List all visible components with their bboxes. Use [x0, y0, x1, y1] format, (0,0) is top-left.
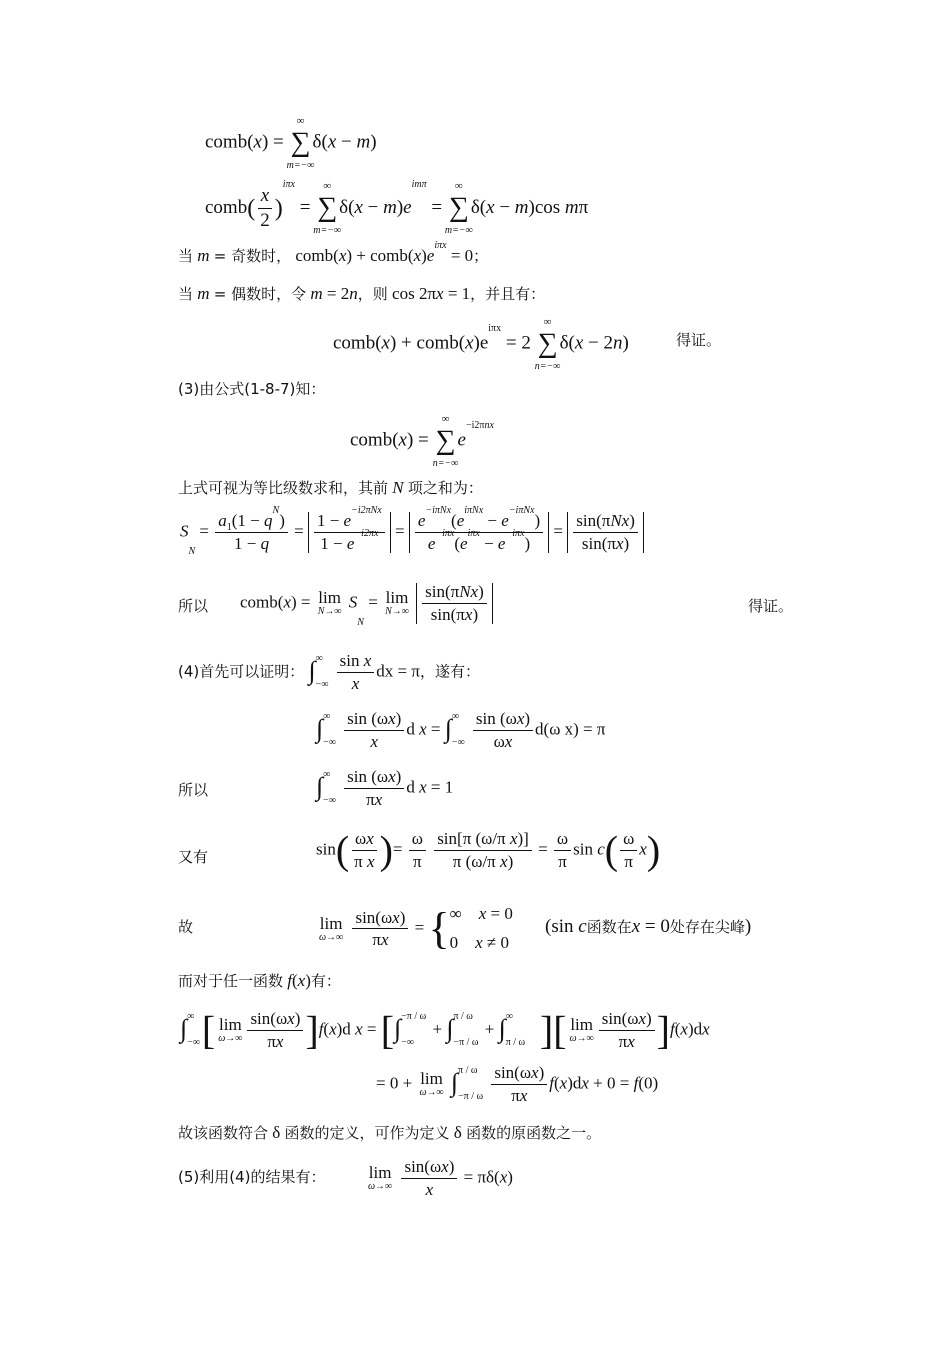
section-3-heading: (3)由公式(1-8-7)知：: [178, 380, 326, 398]
text-arbitrary: 而对于任一函数: [178, 972, 284, 990]
equation-sinc-relation: sin( $\frac{\omega x}{\text{π x}}$ )= $\frac{\omega}{\pi}$ $\frac{\text{sin[π (ω/π x)]}}{\text{π (ω/π x)}}$ = $\frac{\omega}{\pi}$ sin c( $\frac{\omega}{\pi}$ x): [316, 827, 661, 873]
text-hence: ，遂有：: [419, 662, 480, 681]
proof-mark-2: 得证。: [748, 597, 794, 615]
proof-mark-1: 得证。: [676, 331, 722, 349]
odd-case-line: 当 m = 奇数时， comb(x) + $comb(x)e^{i\pi x} = 0$；: [178, 240, 489, 265]
geometric-series-line: 上式可视为等比级数求和，其前 N 项之和为：: [178, 478, 483, 497]
label-therefore-2: 所以: [178, 781, 209, 799]
equation-partial-sum: $S_N$ = $\frac{a_1(1 - q^N)}{1 - q}$ = $\frac{1 - e^{-i2\pi Nx}}{1 - e^{-i2\pi x}}$ = $\frac{e^{-i\pi Nx}(e^{i\pi Nx} - e^{-i\pi Nx})}{e^{-i\pi x}(e^{i\pi x} - e^{-i\pi x})}$ = $\frac{\text{sin(πNx)}}{\sin(\pi x)}$: [180, 512, 644, 553]
equation-comb-exp: comb(x) = ∞ ∑ n=−∞ $e^{-i2\pi nx}$: [350, 413, 494, 469]
equation-integral-omega: ∫ ∞ −∞ $\frac{\sin (\omega x)}{x}$ d x = ∫ ∞ −∞ $\frac{\sin (\omega x)}{\omega x}$ d(ω x) = π: [316, 709, 606, 751]
equation-even-result: comb(x) + $comb(x)e^{i\pi x} = 2$ ∞ ∑ n=−∞ δ(x − 2n): [333, 316, 629, 372]
label-therefore-1: 所以: [178, 597, 209, 615]
equation-final-limit: lim ω→∞ $\frac{\sin(\omega x)}{x}$ = πδ(x): [368, 1157, 513, 1199]
text-peak: 处存在尖峰: [669, 918, 745, 936]
text-and: ，并且有：: [470, 285, 546, 303]
note-sinc-peak: (sin c函数在x = 0处存在尖峰): [545, 916, 752, 937]
text-semicolon: ；: [473, 247, 489, 265]
text-sum-of: 项之和为：: [407, 479, 483, 497]
text-section-4: (4)首先可以证明：: [178, 662, 305, 681]
equation-integral-normalized: ∫ ∞ −∞ $\frac{\sin (\omega x)}{\pi x}$ d x = 1: [316, 767, 454, 809]
equation-comb-definition: comb(x) = ∞ ∑ m=−∞ δ(x − m): [205, 115, 377, 171]
section-5-heading: (5)利用(4)的结果有：: [178, 1168, 326, 1186]
equation-result-f0: = 0 + lim ω→∞ ∫ π / ω −π / ω $\frac{\sin(\omega x)}{\pi x}$ f(x)dx + 0 = f(0): [376, 1063, 659, 1105]
equation-limit-cases: lim ω→∞ $\frac{\sin(\omega x)}{\pi x}$ = { ∞ x = 0 0 x ≠ 0: [319, 903, 513, 953]
text-original: 函数的原函数之一。: [466, 1124, 602, 1142]
text-definition: 函数的定义，可作为定义: [284, 1124, 450, 1142]
text-odd: = 奇数时，: [213, 247, 292, 265]
equation-comb-modulated: comb( $\frac{x}{2}$ )$^{i\pi x}$ = ∞ ∑ m=−∞ $\delta(x - m)e^{im\pi}$ = ∞ ∑ m=−∞ δ(x − m)cos mπ: [205, 179, 589, 237]
text-sin: sin: [551, 916, 574, 937]
arbitrary-function-line: 而对于任一函数 f(x)有：: [178, 971, 341, 990]
text-has: 有：: [310, 972, 341, 990]
text-func-at: 函数在: [586, 918, 632, 936]
equation-comb-limit: comb(x) = lim N→∞ $S_N$ = lim N→∞ $\frac{\text{sin(πNx)}}{\sin(\pi x)}$: [240, 583, 493, 624]
text-dang2: 当: [178, 285, 194, 303]
even-case-line: 当 m = 偶数时，令 m = 2n，则 cos 2πx = 1，并且有：: [178, 284, 546, 303]
text-conforms: 故该函数符合: [178, 1124, 269, 1142]
text-geometric: 上式可视为等比级数求和，其前: [178, 479, 389, 497]
equation-split-integral: ∫ ∞ −∞ [ lim ω→∞ $\frac{\sin(\omega x)}{\pi x}$ ]f(x)d x = [∫ −π / ω −∞ + ∫ π / ω −π / ω + ∫ ∞ π / ω ][ lim ω→∞ $\frac{\sin(\omega x)}{\pi x}$ ]f(x)dx: [180, 1007, 710, 1053]
text-even: = 偶数时，令: [213, 285, 307, 303]
section-4-line: (4)首先可以证明： ∫ ∞ −∞ $\frac{\text{sin x}}{x}$ dx = π，遂有：: [178, 651, 480, 693]
label-hence: 故: [178, 918, 194, 936]
label-also: 又有: [178, 848, 209, 866]
delta-definition-conclusion: 故该函数符合 δ 函数的定义，可作为定义 δ 函数的原函数之一。: [178, 1123, 602, 1142]
text-then: ，则: [357, 285, 388, 303]
text-dang: 当: [178, 247, 194, 265]
